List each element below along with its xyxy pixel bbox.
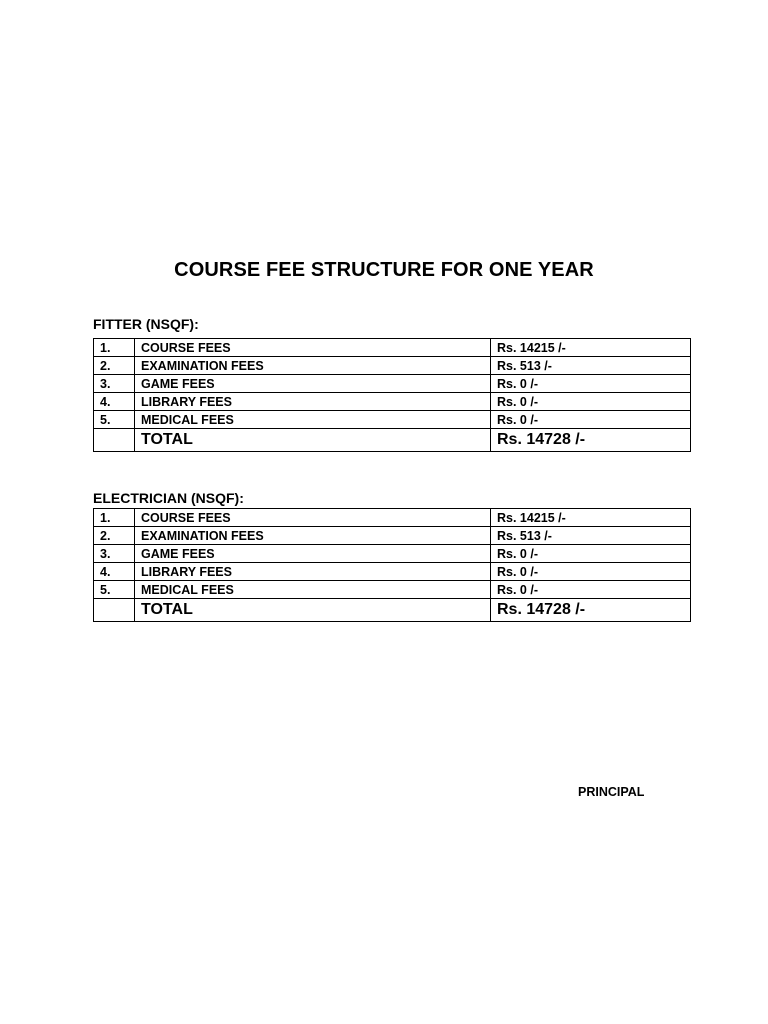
total-amount: Rs. 14728 /- (491, 429, 691, 452)
serial-number: 4. (94, 563, 135, 581)
fee-item: EXAMINATION FEES (135, 357, 491, 375)
table-row (94, 357, 691, 375)
table-row (94, 393, 691, 411)
fee-amount: Rs. 14215 /- (491, 509, 691, 527)
fee-item: EXAMINATION FEES (135, 527, 491, 545)
serial-number: 2. (94, 527, 135, 545)
fee-amount: Rs. 513 /- (491, 357, 691, 375)
fee-item: LIBRARY FEES (135, 563, 491, 581)
serial-number: 1. (94, 339, 135, 357)
fee-item: LIBRARY FEES (135, 393, 491, 411)
serial-number: 3. (94, 375, 135, 393)
fee-amount: Rs. 0 /- (491, 581, 691, 599)
fee-amount: Rs. 0 /- (491, 563, 691, 581)
serial-number: 5. (94, 581, 135, 599)
fee-item: GAME FEES (135, 375, 491, 393)
fee-item: COURSE FEES (135, 509, 491, 527)
electrician-section-heading: ELECTRICIAN (NSQF): (93, 490, 244, 506)
serial-number: 4. (94, 393, 135, 411)
page-title: COURSE FEE STRUCTURE FOR ONE YEAR (174, 259, 594, 281)
table-row (94, 375, 691, 393)
total-row (94, 599, 691, 622)
table-row (94, 509, 691, 527)
table-row (94, 581, 691, 599)
table-row (94, 527, 691, 545)
total-row (94, 429, 691, 452)
empty-cell (94, 429, 135, 452)
fee-item: MEDICAL FEES (135, 411, 491, 429)
serial-number: 5. (94, 411, 135, 429)
serial-number: 2. (94, 357, 135, 375)
fee-item: COURSE FEES (135, 339, 491, 357)
fee-amount: Rs. 0 /- (491, 411, 691, 429)
empty-cell (94, 599, 135, 622)
total-label: TOTAL (135, 429, 491, 452)
total-amount: Rs. 14728 /- (491, 599, 691, 622)
fitter-fee-table (93, 338, 691, 452)
fee-amount: Rs. 14215 /- (491, 339, 691, 357)
fee-item: MEDICAL FEES (135, 581, 491, 599)
fee-amount: Rs. 0 /- (491, 393, 691, 411)
fee-amount: Rs. 0 /- (491, 375, 691, 393)
serial-number: 1. (94, 509, 135, 527)
principal-signature-label: PRINCIPAL (578, 785, 645, 799)
table-row (94, 339, 691, 357)
table-row (94, 411, 691, 429)
fitter-section-heading: FITTER (NSQF): (93, 316, 199, 332)
fee-amount: Rs. 0 /- (491, 545, 691, 563)
electrician-fee-table (93, 508, 691, 622)
fee-amount: Rs. 513 /- (491, 527, 691, 545)
fee-item: GAME FEES (135, 545, 491, 563)
table-row (94, 545, 691, 563)
total-label: TOTAL (135, 599, 491, 622)
serial-number: 3. (94, 545, 135, 563)
table-row (94, 563, 691, 581)
